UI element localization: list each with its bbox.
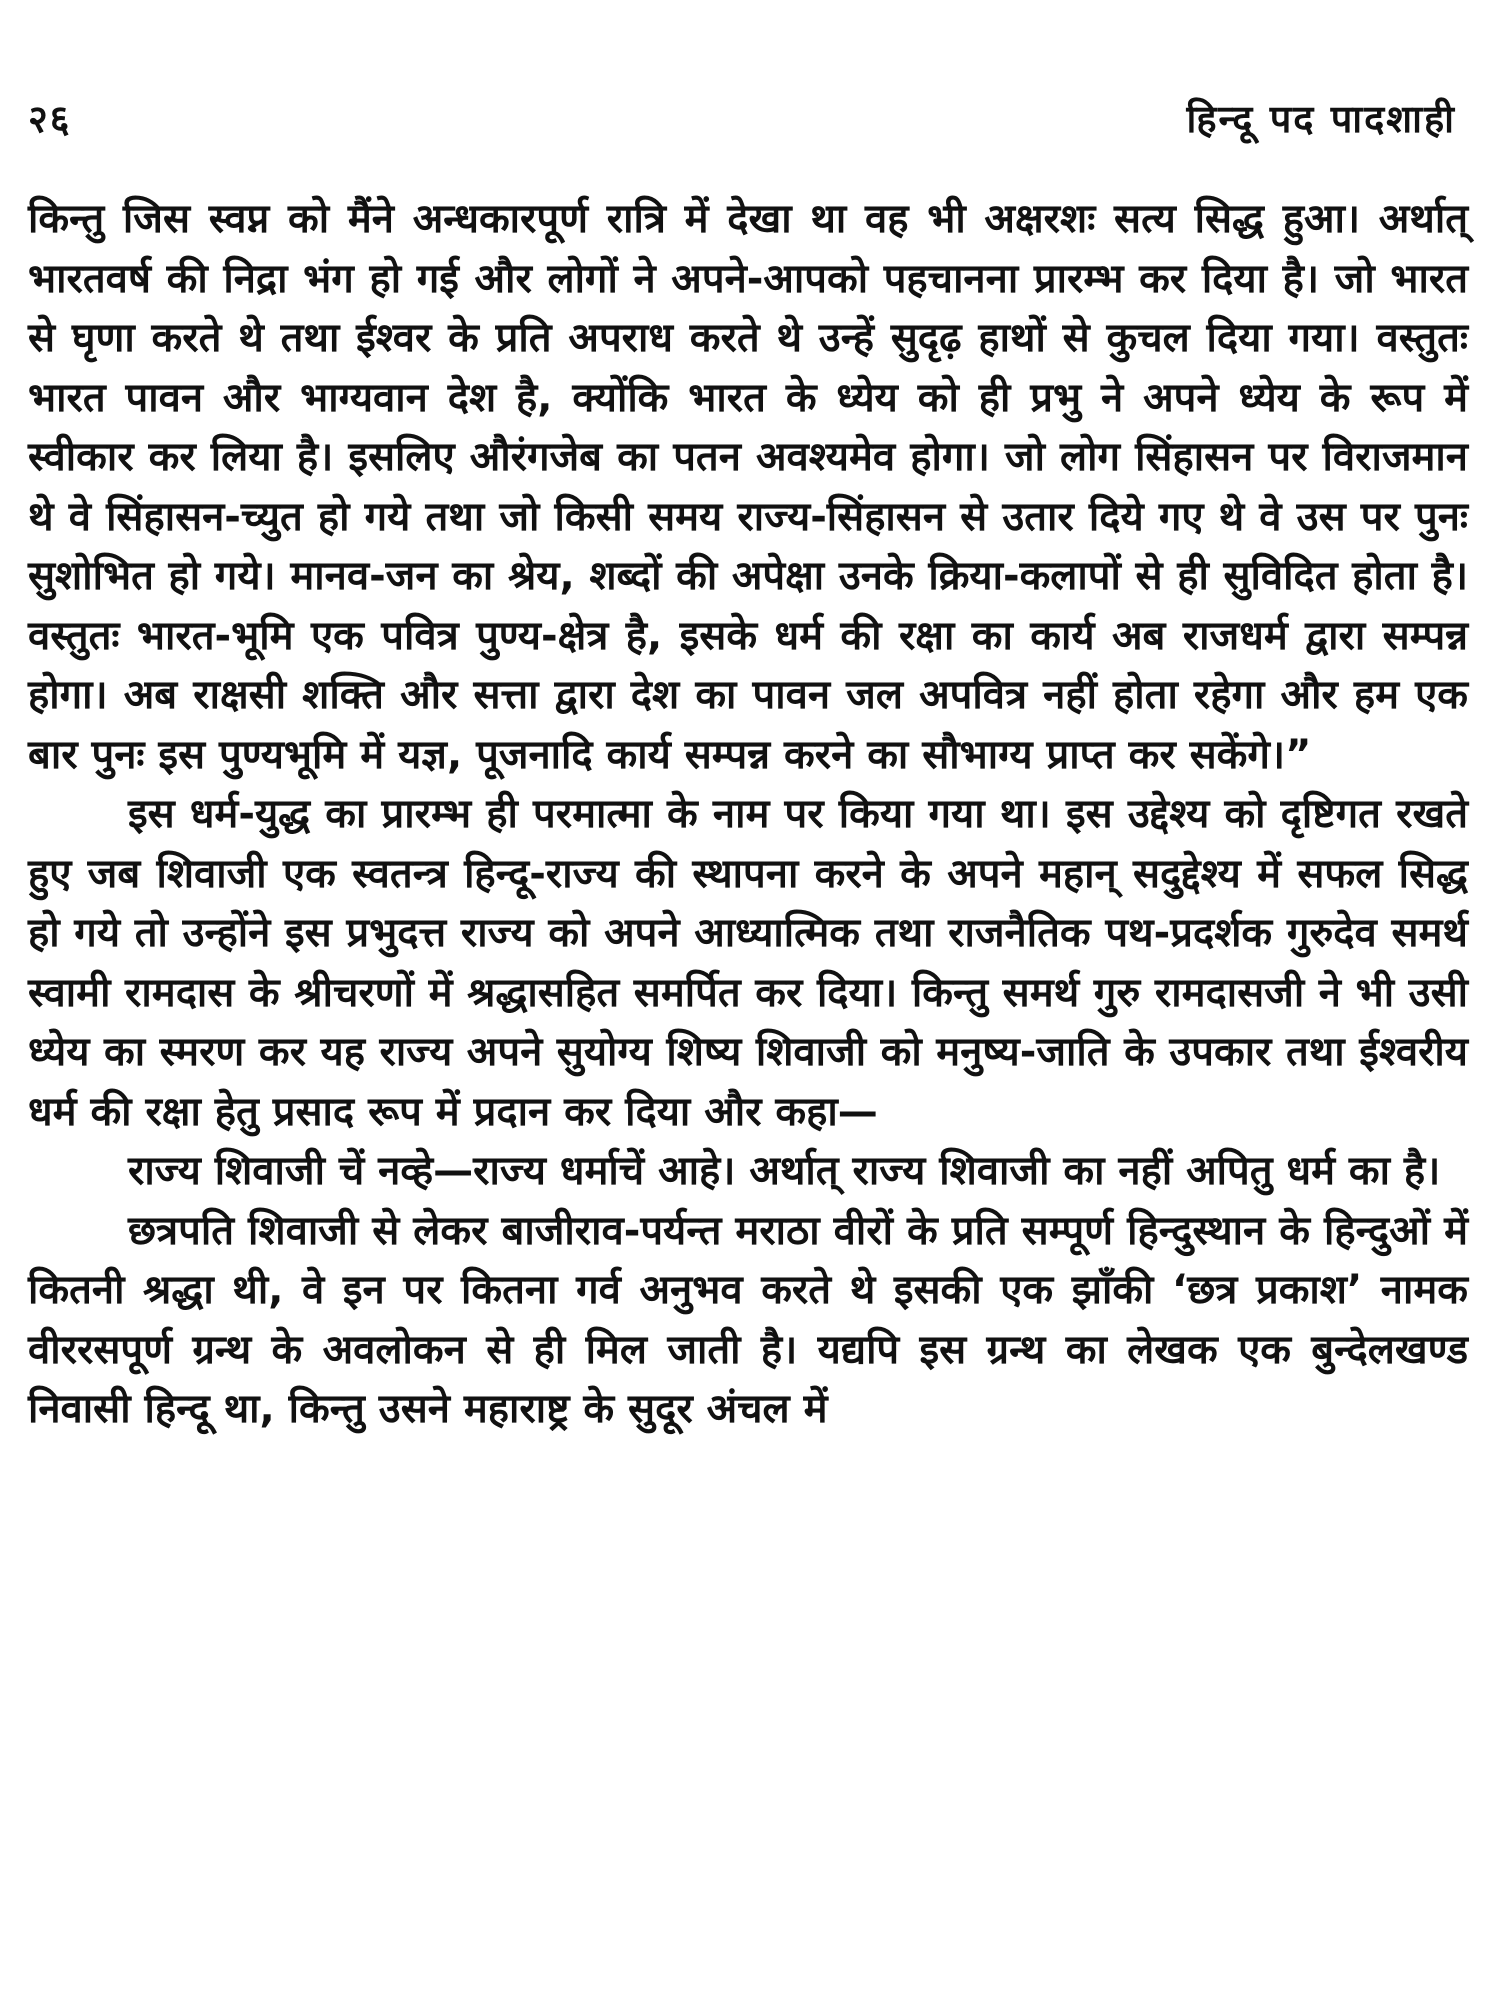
body-text <box>28 190 1468 1440</box>
page-number: २६ <box>28 97 72 141</box>
paragraph-dharma-yuddh: इस धर्म-युद्ध का प्रारम्भ ही परमात्मा के नाम पर किया गया था। इस उद्देश्य को दृष्टिगत रखते हुए जब शिवाजी एक स्वतन्त्र हिन्दू-राज्य की स्थापना करने के अपने महान् सदुद्देश्य में सफल सिद्ध हो गये तो उन्होंने इस प्रभुदत्त राज्य को अपने आध्यात्मिक तथा राजनैतिक पथ-प्रदर्शक गुरुदेव समर्थ स्वामी रामदास के श्रीचरणों में श्रद्धासहित समर्पित कर दिया। किन्तु समर्थ गुरु रामदासजी ने भी उसी ध्येय का स्मरण कर यह राज्य अपने सुयोग्य शिष्य शिवाजी को मनुष्य-जाति के उपकार तथा ईश्वरीय धर्म की रक्षा हेतु प्रसाद रूप में प्रदान कर दिया और कहा— <box>28 791 1468 1135</box>
running-head: हिन्दू पद पादशाही <box>1186 97 1456 141</box>
paragraph-continued-quote: किन्तु जिस स्वप्न को मैंने अन्धकारपूर्ण रात्रि में देखा था वह भी अक्षरशः सत्य सिद्ध हुआ। अर्थात् भारतवर्ष की निद्रा भंग हो गई और लोगों ने अपने-आपको पहचानना प्रारम्भ कर दिया है। जो भारत से घृणा करते थे तथा ईश्वर के प्रति अपराध करते थे उन्हें सुदृढ़ हाथों से कुचल दिया गया। वस्तुतः भारत पावन और भाग्यवान देश है, क्योंकि भारत के ध्येय को ही प्रभु ने अपने ध्येय के रूप में स्वीकार कर लिया है। इसलिए औरंगजेब का पतन अवश्यमेव होगा। जो लोग सिंहासन पर विराजमान थे वे सिंहासन-च्युत हो गये तथा जो किसी समय राज्य-सिंहासन से उतार दिये गए थे वे उस पर पुनः सुशोभित हो गये। मानव-जन का श्रेय, शब्दों की अपेक्षा उनके क्रिया-कलापों से ही सुविदित होता है। वस्तुतः भारत-भूमि एक पवित्र पुण्य-क्षेत्र है, इसके धर्म की रक्षा का कार्य अब राजधर्म द्वारा सम्पन्न होगा। अब राक्षसी शक्ति और सत्ता द्वारा देश का पावन जल अपवित्र नहीं होता रहेगा और हम एक बार पुनः इस पुण्यभूमि में यज्ञ, पूजनादि कार्य सम्पन्न करने का सौभाग्य प्राप्त कर सकेंगे।” <box>28 196 1468 778</box>
paragraph-rajya-dharmache: राज्य शिवाजी चें नव्हे—राज्य धर्माचें आहे। अर्थात् राज्य शिवाजी का नहीं अपितु धर्म का है। <box>128 1148 1441 1194</box>
paragraph-chhatrapati: छत्रपति शिवाजी से लेकर बाजीराव-पर्यन्त मराठा वीरों के प्रति सम्पूर्ण हिन्दुस्थान के हिन्दुओं में कितनी श्रद्धा थी, वे इन पर कितना गर्व अनुभव करते थे इसकी एक झाँकी ‘छत्र प्रकाश’ नामक वीररसपूर्ण ग्रन्थ के अवलोकन से ही मिल जाती है। यद्यपि इस ग्रन्थ का लेखक एक बुन्देलखण्ड निवासी हिन्दू था, किन्तु उसने महाराष्ट्र के सुदूर अंचल में <box>28 1207 1468 1432</box>
